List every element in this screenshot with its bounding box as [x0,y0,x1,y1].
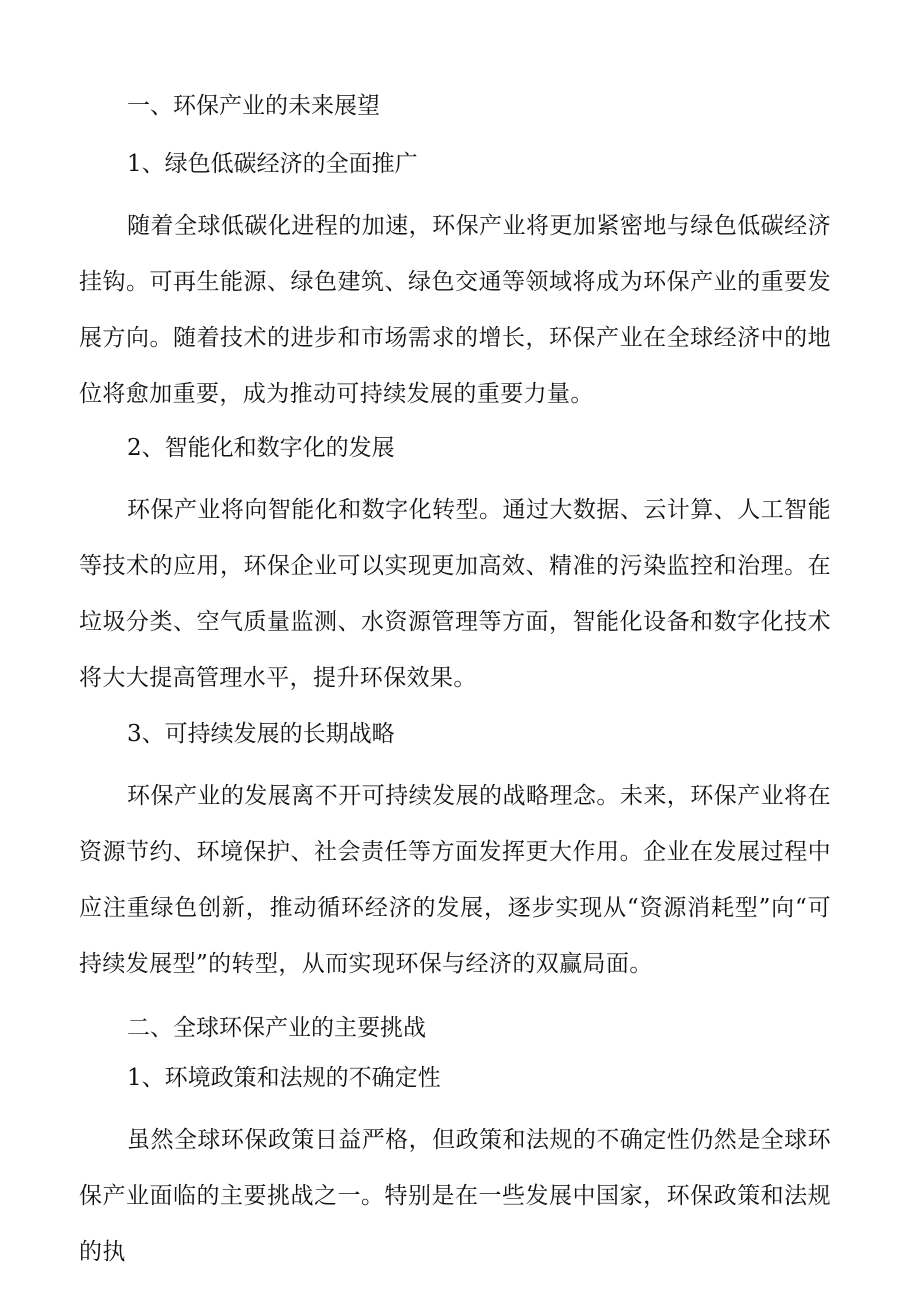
paragraph-1-3: 环保产业的发展离不开可持续发展的战略理念。未来，环保产业将在资源节约、环境保护、社会责任等方面发挥更大作用。企业在发展过程中应注重绿色创新，推动循环经济的发展，逐步实现从“资源消耗型”向“可持续发展型”的转型，从而实现环保与经济的双赢局面。 [79,783,831,977]
section-heading-2: 二、全球环保产业的主要挑战 [127,1015,426,1041]
subsection-title-1-3: 3、可持续发展的长期战略 [127,721,395,747]
section-heading-1: 一、环保产业的未来展望 [127,93,380,119]
subsection-title-1-1: 1、绿色低碳经济的全面推广 [127,151,418,177]
paragraph-1-2: 环保产业将向智能化和数字化转型。通过大数据、云计算、人工智能等技术的应用，环保企业可以实现更加高效、精准的污染监控和治理。在垃圾分类、空气质量监测、水资源管理等方面，智能化设备和数字化技术将大大提高管理水平，提升环保效果。 [79,497,831,691]
subsection-title-2-1: 1、环境政策和法规的不确定性 [127,1065,441,1091]
subsection-title-1-2: 2、智能化和数字化的发展 [127,435,395,461]
paragraph-1-1: 随着全球低碳化进程的加速，环保产业将更加紧密地与绿色低碳经济挂钩。可再生能源、绿色建筑、绿色交通等领域将成为环保产业的重要发展方向。随着技术的进步和市场需求的增长，环保产业在全球经济中的地位将愈加重要，成为推动可持续发展的重要力量。 [79,213,831,407]
paragraph-2-1: 虽然全球环保政策日益严格，但政策和法规的不确定性仍然是全球环保产业面临的主要挑战之一。特别是在一些发展中国家，环保政策和法规的执 [79,1127,831,1265]
